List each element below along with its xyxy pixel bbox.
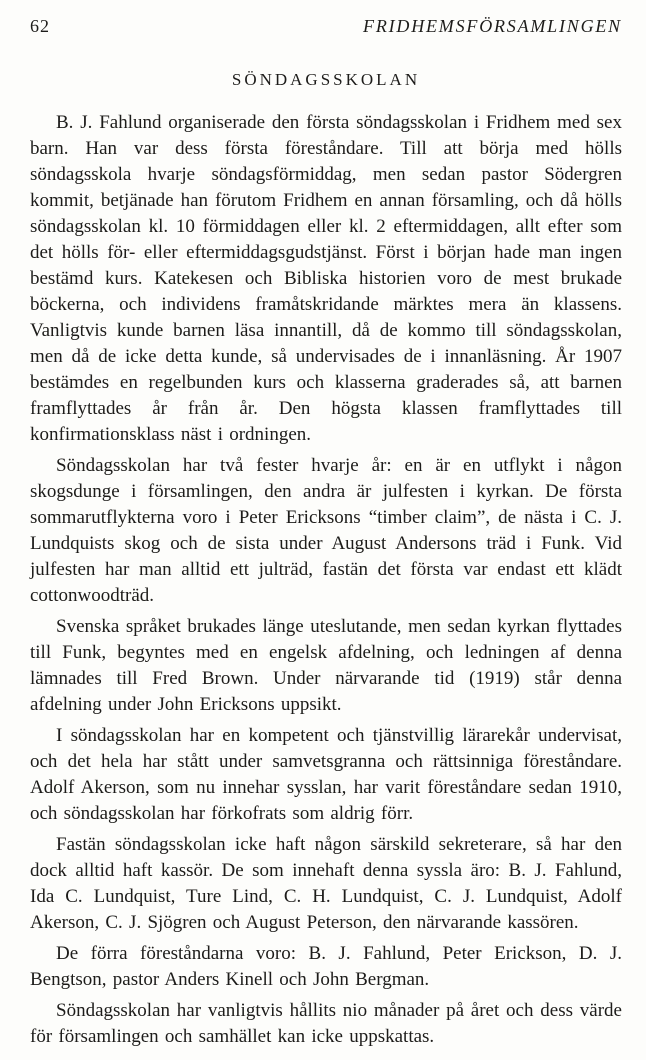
body-text xyxy=(30,110,622,1050)
paragraph-2: Söndagsskolan har två fester hvarje år: en är en utflykt i någon skogsdunge i församlingen, den andra är julfesten i kyrkan. De första sommarutflykterna voro i Peter Ericksons “timber claim”, de nästa i C. J. Lundquists skog och de sista under August Andersons träd i Funk. Vid julfesten har man alltid ett julträd, fastän det första var endast ett klädt cottonwoodträd. xyxy=(30,455,622,606)
paragraph-1: B. J. Fahlund organiserade den första söndagsskolan i Fridhem med sex barn. Han var dess första föreståndare. Till att börja med hölls söndagsskola hvarje söndagsförmiddag, men sedan pastor Södergren kommit, betjänade han förutom Fridhem en annan församling, och då hölls söndagsskolan kl. 10 förmiddagen eller kl. 2 eftermiddagen, allt efter som det hölls för- eller eftermiddagsgudstjänst. Först i början hade man ingen bestämd kurs. Katekesen och Bibliska historien voro de mest brukade böckerna, och individens framåtskridande märktes mera än klassens. Vanligtvis kunde barnen läsa innantill, då de kommo till söndagsskolan, men då de icke detta kunde, så undervisades de i innanläsning. År 1907 bestämdes en regelbunden kurs och klasserna graderades så, att barnen framflyttades år från år. Den högsta klassen framflyttades till konfirmationsklass näst i ordningen. xyxy=(30,112,622,445)
paragraph-6: De förra föreståndarna voro: B. J. Fahlund, Peter Erickson, D. J. Bengtson, pastor Anders Kinell och John Bergman. xyxy=(30,943,622,990)
paragraph-7: Söndagsskolan har vanligtvis hållits nio månader på året och dess värde för församlingen och samhället kan icke uppskattas. xyxy=(30,1000,622,1047)
paragraph-5: Fastän söndagsskolan icke haft någon särskild sekreterare, så har den dock alltid haft kassör. De som innehaft denna syssla äro: B. J. Fahlund, Ida C. Lundquist, Ture Lind, C. H. Lundquist, C. J. Lundquist, Adolf Akerson, C. J. Sjögren och August Peterson, den närvarande kassören. xyxy=(30,834,622,933)
paragraph-3: Svenska språket brukades länge uteslutande, men sedan kyrkan flyttades till Funk, begyntes med en engelsk afdelning, och ledningen af denna lämnades till Fred Brown. Under närvarande tid (1919) står denna afdelning under John Ericksons uppsikt. xyxy=(30,616,622,715)
page-number: 62 xyxy=(30,16,50,36)
paragraph-4: I söndagsskolan har en kompetent och tjänstvillig lärarekår undervisat, och det hela har stått under samvetsgranna och rättsinniga föreståndare. Adolf Akerson, som nu innehar sysslan, har varit föreståndare sedan 1910, och söndagsskolan har förkofrats som aldrig förr. xyxy=(30,725,622,824)
section-heading: SÖNDAGSSKOLAN xyxy=(231,70,421,89)
running-title: FRIDHEMSFÖRSAMLINGEN xyxy=(363,16,622,36)
page-header xyxy=(30,16,622,37)
